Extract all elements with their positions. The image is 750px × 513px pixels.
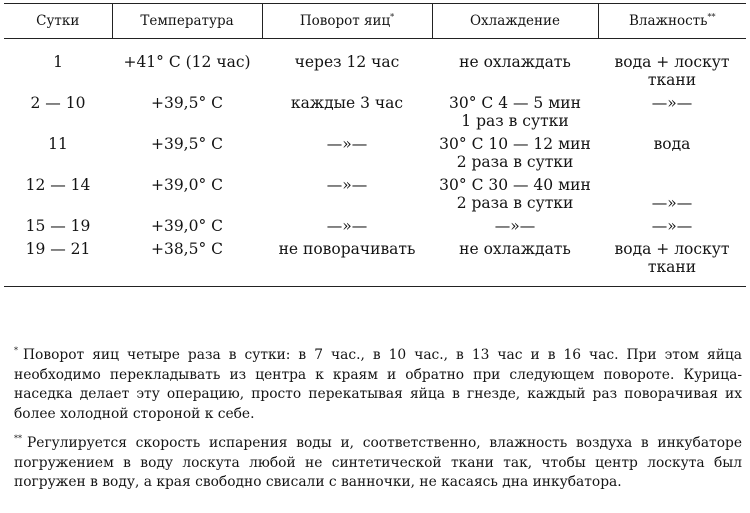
cell-cooling: 30° С 30 — 40 мин 2 раза в сутки bbox=[439, 176, 591, 212]
cell-cooling: 30° С 4 — 5 мин 1 раз в сутки bbox=[449, 94, 581, 130]
cell-day: 11 bbox=[48, 135, 68, 153]
cell-cooling: не охлаждать bbox=[459, 53, 571, 71]
cell-humidity: —»— bbox=[651, 217, 693, 235]
cell-temperature: +39,0° С bbox=[150, 217, 224, 235]
cell-turning: каждые 3 час bbox=[290, 94, 404, 112]
cell-temperature: +39,5° С bbox=[150, 94, 224, 112]
cell-humidity: —»— bbox=[651, 194, 693, 212]
cell-day: 2 — 10 bbox=[30, 94, 86, 112]
cell-turning: —»— bbox=[326, 135, 368, 153]
table-row bbox=[4, 130, 746, 171]
cell-cooling: —»— bbox=[494, 217, 536, 235]
cell-temperature: +38,5° С bbox=[112, 235, 262, 287]
cell-day: 19 — 21 bbox=[4, 235, 112, 287]
cell-humidity: вода + лоскут ткани bbox=[614, 53, 730, 89]
footnote-mark-2: ** bbox=[707, 12, 716, 22]
header-temperature: Температура bbox=[112, 4, 262, 39]
cell-temperature: +41° С (12 час) bbox=[123, 53, 251, 71]
table-body bbox=[4, 39, 746, 287]
header-day: Сутки bbox=[4, 4, 112, 39]
header-humidity: Влажность** bbox=[598, 4, 746, 39]
footnote-mark-1: * bbox=[390, 12, 395, 22]
table-row bbox=[4, 171, 746, 212]
table-row bbox=[4, 212, 746, 235]
cell-humidity: вода bbox=[653, 135, 691, 153]
table-header-row bbox=[4, 4, 746, 39]
table-row bbox=[4, 39, 746, 90]
cell-humidity: —»— bbox=[651, 94, 693, 112]
cell-cooling: 30° С 10 — 12 мин 2 раза в сутки bbox=[439, 135, 591, 171]
cell-temperature: +39,5° С bbox=[150, 135, 224, 153]
footnote-2 bbox=[14, 434, 742, 493]
cell-turning: не поворачивать bbox=[262, 235, 432, 287]
cell-turning: через 12 час bbox=[294, 53, 400, 71]
cell-turning: —»— bbox=[326, 217, 368, 235]
footnote-1-mark: * bbox=[14, 346, 18, 356]
cell-temperature: +39,0° С bbox=[150, 176, 224, 194]
cell-turning: —»— bbox=[326, 176, 368, 194]
header-turning: Поворот яиц* bbox=[262, 4, 432, 39]
cell-day: 15 — 19 bbox=[25, 217, 91, 235]
cell-day: 12 — 14 bbox=[25, 176, 91, 194]
table-row bbox=[4, 89, 746, 130]
cell-humidity: вода + лоскут ткани bbox=[598, 235, 746, 287]
incubation-table bbox=[4, 3, 746, 287]
footnote-1 bbox=[14, 346, 742, 424]
footnote-1-text: Поворот яиц четыре раза в сутки: в 7 час., в 10 час., в 13 час и в 16 час. При этом яйца необходимо перекладывать из центра к краям и обратно при следующем повороте. Курица-наседка делает эту операцию, просто перекатывая яйца в гнезде, каждый раз поворачивая их более холодной стороной к себе. bbox=[14, 347, 742, 422]
cell-day: 1 bbox=[53, 53, 63, 71]
footnote-2-text: Регулируется скорость испарения воды и, соответственно, влажность воздуха в инкубаторе погружением в воду лоскута любой не синтетической ткани так, чтобы центр лоскута был погружен в воду, а края свободно свисали с ванночки, не касаясь дна инкубатора. bbox=[14, 435, 742, 490]
footnote-2-mark: ** bbox=[14, 434, 22, 444]
header-cooling: Охлаждение bbox=[432, 4, 598, 39]
table-row bbox=[4, 235, 746, 287]
cell-cooling: не охлаждать bbox=[432, 235, 598, 287]
